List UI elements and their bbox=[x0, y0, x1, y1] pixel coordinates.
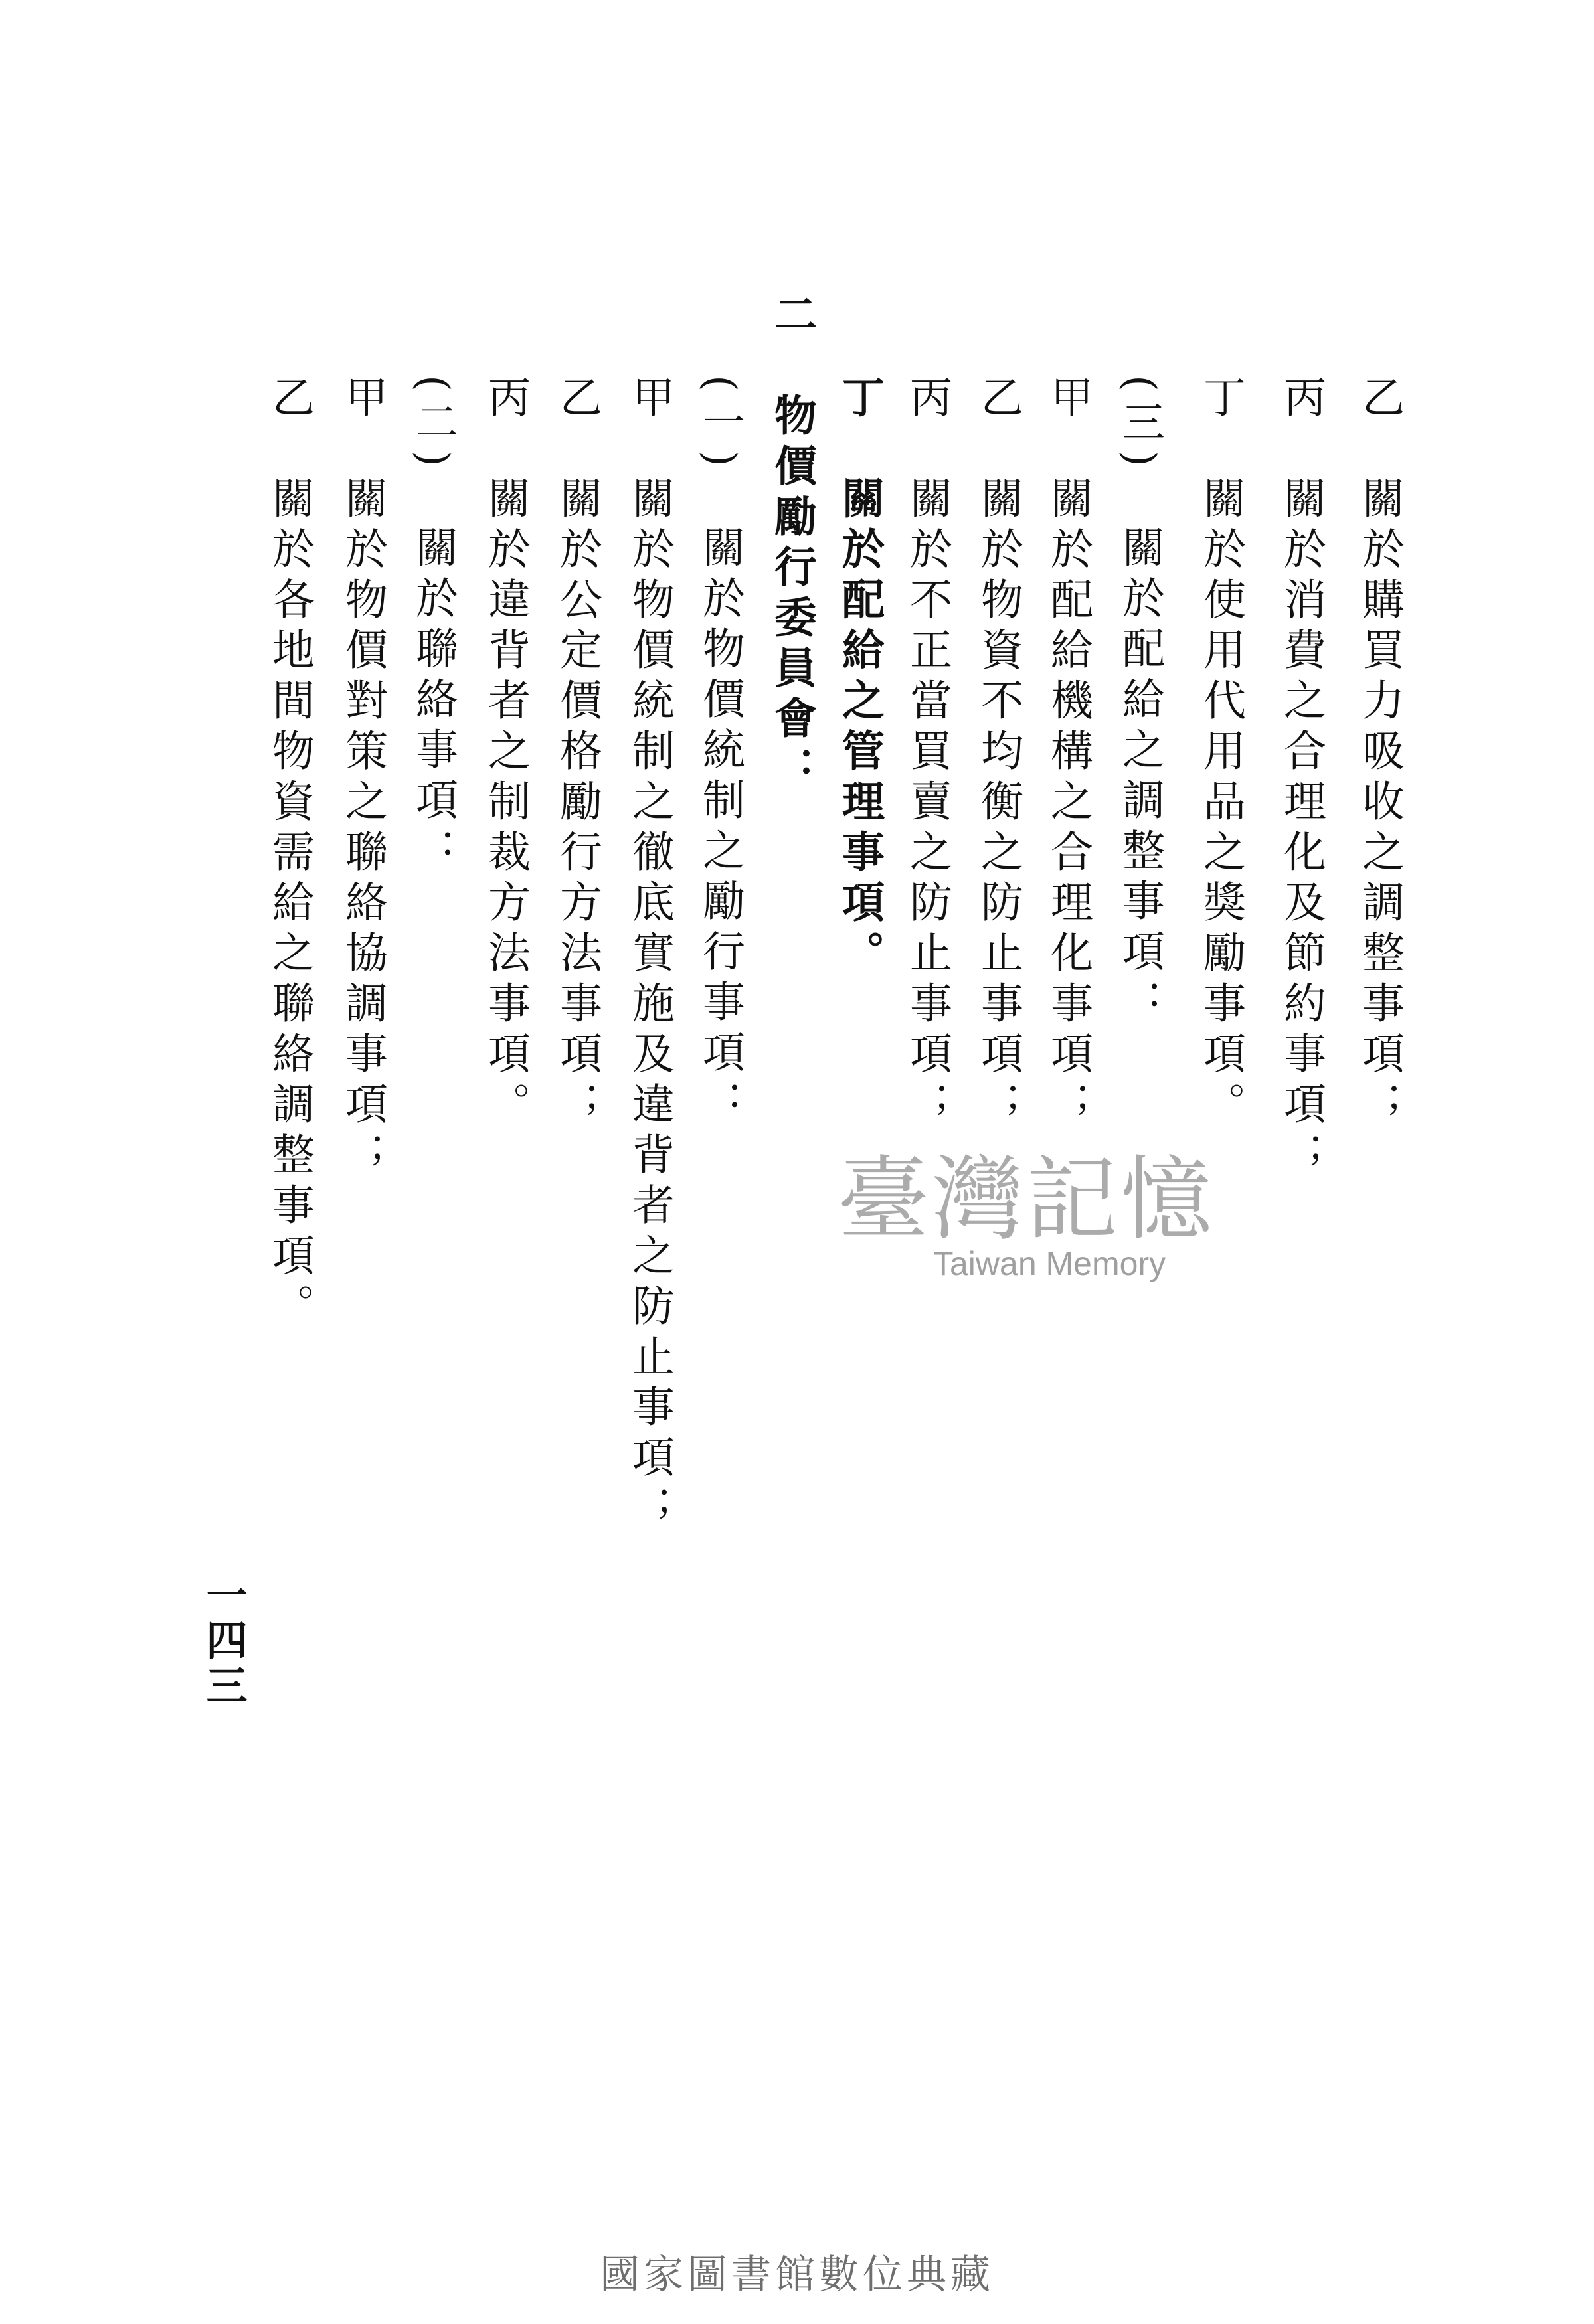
text-column: 丁 關於配給之管理事項。 bbox=[835, 375, 885, 981]
text-column: 丙 關於不正當買賣之防止事項； bbox=[903, 375, 952, 1132]
text-column: 丁 關於使用代用品之獎勵事項。 bbox=[1196, 375, 1245, 1132]
watermark-logo bbox=[774, 1146, 1279, 1283]
section-heading: (二) 關於聯絡事項： bbox=[408, 375, 458, 878]
text-column: 乙 關於各地間物資需給之聯絡調整事項。 bbox=[265, 375, 314, 1334]
section-heading: (一) 關於物價統制之勵行事項： bbox=[695, 375, 745, 1131]
text-column: 乙 關於購買力吸收之調整事項； bbox=[1355, 375, 1404, 1132]
section-heading: (三) 關於配給之調整事項： bbox=[1115, 375, 1164, 1030]
watermark-chinese: 臺灣記憶 bbox=[837, 1146, 1215, 1253]
text-column: 甲 關於物價對策之聯絡協調事項； bbox=[338, 375, 387, 1183]
text-column: 乙 關於物資不均衡之防止事項； bbox=[974, 375, 1023, 1132]
text-column: 甲 關於配給機構之合理化事項； bbox=[1043, 375, 1093, 1132]
text-column: 乙 關於公定價格勵行方法事項； bbox=[553, 375, 602, 1132]
committee-heading: 二 物價勵行委員會： bbox=[767, 292, 817, 797]
watermark-english: Taiwan Memory bbox=[933, 1244, 1166, 1282]
footer-credit: 國家圖書館數位典藏 bbox=[600, 2252, 994, 2298]
text-column: 丙 關於消費之合理化及節約事項； bbox=[1277, 375, 1326, 1183]
text-column: 丙 關於違背者之制裁方法事項。 bbox=[481, 375, 530, 1132]
text-column: 甲 關於物價統制之徹底實施及違背者之防止事項； bbox=[625, 375, 674, 1536]
page-number: 一四三 bbox=[199, 1574, 248, 1709]
